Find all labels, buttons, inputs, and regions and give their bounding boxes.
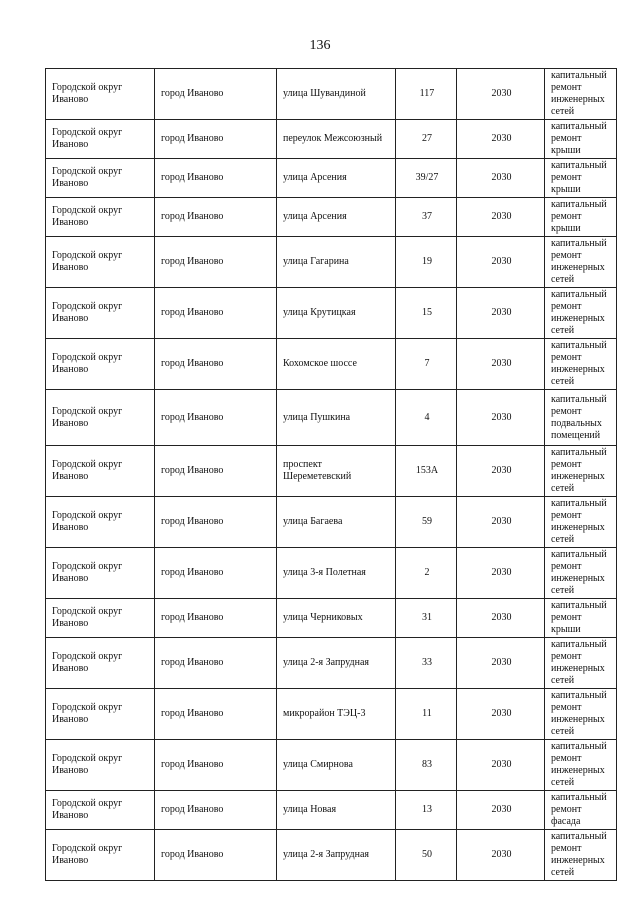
house-number-cell: 4 bbox=[396, 390, 457, 446]
house-number-cell: 2 bbox=[396, 548, 457, 599]
table-row bbox=[46, 689, 617, 740]
work-type-cell: капитальный ремонт инженерных сетей bbox=[545, 237, 617, 288]
house-number-cell: 83 bbox=[396, 740, 457, 791]
locality-cell: город Иваново bbox=[155, 446, 277, 497]
work-type-cell: капитальный ремонт инженерных сетей bbox=[545, 288, 617, 339]
table-body bbox=[46, 69, 617, 881]
table-row bbox=[46, 159, 617, 198]
year-cell: 2030 bbox=[457, 159, 545, 198]
work-type-cell: капитальный ремонт крыши bbox=[545, 120, 617, 159]
table-row bbox=[46, 288, 617, 339]
table-row bbox=[46, 237, 617, 288]
table-row bbox=[46, 198, 617, 237]
work-type-cell: капитальный ремонт инженерных сетей bbox=[545, 339, 617, 390]
year-cell: 2030 bbox=[457, 599, 545, 638]
work-type-cell: капитальный ремонт инженерных сетей bbox=[545, 548, 617, 599]
year-cell: 2030 bbox=[457, 689, 545, 740]
street-cell: улица 2-я Запрудная bbox=[277, 830, 396, 881]
table-row bbox=[46, 497, 617, 548]
table-row bbox=[46, 599, 617, 638]
locality-cell: город Иваново bbox=[155, 237, 277, 288]
house-number-cell: 13 bbox=[396, 791, 457, 830]
table-row bbox=[46, 120, 617, 159]
work-type-cell: капитальный ремонт крыши bbox=[545, 599, 617, 638]
locality-cell: город Иваново bbox=[155, 830, 277, 881]
street-cell: улица Шувандиной bbox=[277, 69, 396, 120]
street-cell: улица 3-я Полетная bbox=[277, 548, 396, 599]
work-type-cell: капитальный ремонт инженерных сетей bbox=[545, 446, 617, 497]
year-cell: 2030 bbox=[457, 237, 545, 288]
table-row bbox=[46, 339, 617, 390]
year-cell: 2030 bbox=[457, 120, 545, 159]
year-cell: 2030 bbox=[457, 198, 545, 237]
work-type-cell: капитальный ремонт фасада bbox=[545, 791, 617, 830]
locality-cell: город Иваново bbox=[155, 740, 277, 791]
table-row bbox=[46, 740, 617, 791]
work-type-cell: капитальный ремонт подвальных помещений bbox=[545, 390, 617, 446]
table-row bbox=[46, 638, 617, 689]
year-cell: 2030 bbox=[457, 446, 545, 497]
street-cell: улица Крутицкая bbox=[277, 288, 396, 339]
house-number-cell: 59 bbox=[396, 497, 457, 548]
locality-cell: город Иваново bbox=[155, 548, 277, 599]
locality-cell: город Иваново bbox=[155, 599, 277, 638]
house-number-cell: 39/27 bbox=[396, 159, 457, 198]
work-type-cell: капитальный ремонт инженерных сетей bbox=[545, 830, 617, 881]
table-row bbox=[46, 69, 617, 120]
municipality-cell: Городской округ Иваново bbox=[46, 791, 155, 830]
work-type-cell: капитальный ремонт инженерных сетей bbox=[545, 689, 617, 740]
locality-cell: город Иваново bbox=[155, 689, 277, 740]
table-row bbox=[46, 548, 617, 599]
locality-cell: город Иваново bbox=[155, 638, 277, 689]
work-type-cell: капитальный ремонт крыши bbox=[545, 159, 617, 198]
municipality-cell: Городской округ Иваново bbox=[46, 740, 155, 791]
house-number-cell: 31 bbox=[396, 599, 457, 638]
year-cell: 2030 bbox=[457, 339, 545, 390]
municipality-cell: Городской округ Иваново bbox=[46, 159, 155, 198]
locality-cell: город Иваново bbox=[155, 288, 277, 339]
street-cell: Кохомское шоссе bbox=[277, 339, 396, 390]
house-number-cell: 11 bbox=[396, 689, 457, 740]
municipality-cell: Городской округ Иваново bbox=[46, 390, 155, 446]
street-cell: улица 2-я Запрудная bbox=[277, 638, 396, 689]
year-cell: 2030 bbox=[457, 638, 545, 689]
locality-cell: город Иваново bbox=[155, 159, 277, 198]
street-cell: улица Смирнова bbox=[277, 740, 396, 791]
house-number-cell: 27 bbox=[396, 120, 457, 159]
locality-cell: город Иваново bbox=[155, 339, 277, 390]
year-cell: 2030 bbox=[457, 791, 545, 830]
street-cell: переулок Межсоюзный bbox=[277, 120, 396, 159]
work-type-cell: капитальный ремонт крыши bbox=[545, 198, 617, 237]
house-number-cell: 117 bbox=[396, 69, 457, 120]
table-row bbox=[46, 830, 617, 881]
street-cell: микрорайон ТЭЦ-3 bbox=[277, 689, 396, 740]
year-cell: 2030 bbox=[457, 830, 545, 881]
locality-cell: город Иваново bbox=[155, 390, 277, 446]
street-cell: проспект Шереметевский bbox=[277, 446, 396, 497]
street-cell: улица Багаева bbox=[277, 497, 396, 548]
locality-cell: город Иваново bbox=[155, 791, 277, 830]
locality-cell: город Иваново bbox=[155, 198, 277, 237]
year-cell: 2030 bbox=[457, 390, 545, 446]
work-type-cell: капитальный ремонт инженерных сетей bbox=[545, 638, 617, 689]
municipality-cell: Городской округ Иваново bbox=[46, 69, 155, 120]
municipality-cell: Городской округ Иваново bbox=[46, 548, 155, 599]
year-cell: 2030 bbox=[457, 288, 545, 339]
year-cell: 2030 bbox=[457, 740, 545, 791]
municipality-cell: Городской округ Иваново bbox=[46, 497, 155, 548]
municipality-cell: Городской округ Иваново bbox=[46, 689, 155, 740]
street-cell: улица Пушкина bbox=[277, 390, 396, 446]
street-cell: улица Новая bbox=[277, 791, 396, 830]
house-number-cell: 7 bbox=[396, 339, 457, 390]
municipality-cell: Городской округ Иваново bbox=[46, 288, 155, 339]
page-number: 136 bbox=[309, 38, 331, 53]
house-number-cell: 153А bbox=[396, 446, 457, 497]
work-type-cell: капитальный ремонт инженерных сетей bbox=[545, 497, 617, 548]
municipality-cell: Городской округ Иваново bbox=[46, 599, 155, 638]
municipality-cell: Городской округ Иваново bbox=[46, 446, 155, 497]
year-cell: 2030 bbox=[457, 548, 545, 599]
municipality-cell: Городской округ Иваново bbox=[46, 237, 155, 288]
table-row bbox=[46, 791, 617, 830]
work-type-cell: капитальный ремонт инженерных сетей bbox=[545, 69, 617, 120]
house-number-cell: 37 bbox=[396, 198, 457, 237]
house-number-cell: 33 bbox=[396, 638, 457, 689]
work-type-cell: капитальный ремонт инженерных сетей bbox=[545, 740, 617, 791]
street-cell: улица Арсения bbox=[277, 159, 396, 198]
municipality-cell: Городской округ Иваново bbox=[46, 339, 155, 390]
municipality-cell: Городской округ Иваново bbox=[46, 830, 155, 881]
locality-cell: город Иваново bbox=[155, 497, 277, 548]
house-number-cell: 50 bbox=[396, 830, 457, 881]
year-cell: 2030 bbox=[457, 497, 545, 548]
street-cell: улица Арсения bbox=[277, 198, 396, 237]
house-number-cell: 15 bbox=[396, 288, 457, 339]
house-number-cell: 19 bbox=[396, 237, 457, 288]
year-cell: 2030 bbox=[457, 69, 545, 120]
locality-cell: город Иваново bbox=[155, 69, 277, 120]
street-cell: улица Гагарина bbox=[277, 237, 396, 288]
locality-cell: город Иваново bbox=[155, 120, 277, 159]
street-cell: улица Черниковых bbox=[277, 599, 396, 638]
municipality-cell: Городской округ Иваново bbox=[46, 198, 155, 237]
table-row bbox=[46, 390, 617, 446]
municipality-cell: Городской округ Иваново bbox=[46, 638, 155, 689]
table-row bbox=[46, 446, 617, 497]
repair-schedule-table bbox=[45, 68, 617, 881]
municipality-cell: Городской округ Иваново bbox=[46, 120, 155, 159]
